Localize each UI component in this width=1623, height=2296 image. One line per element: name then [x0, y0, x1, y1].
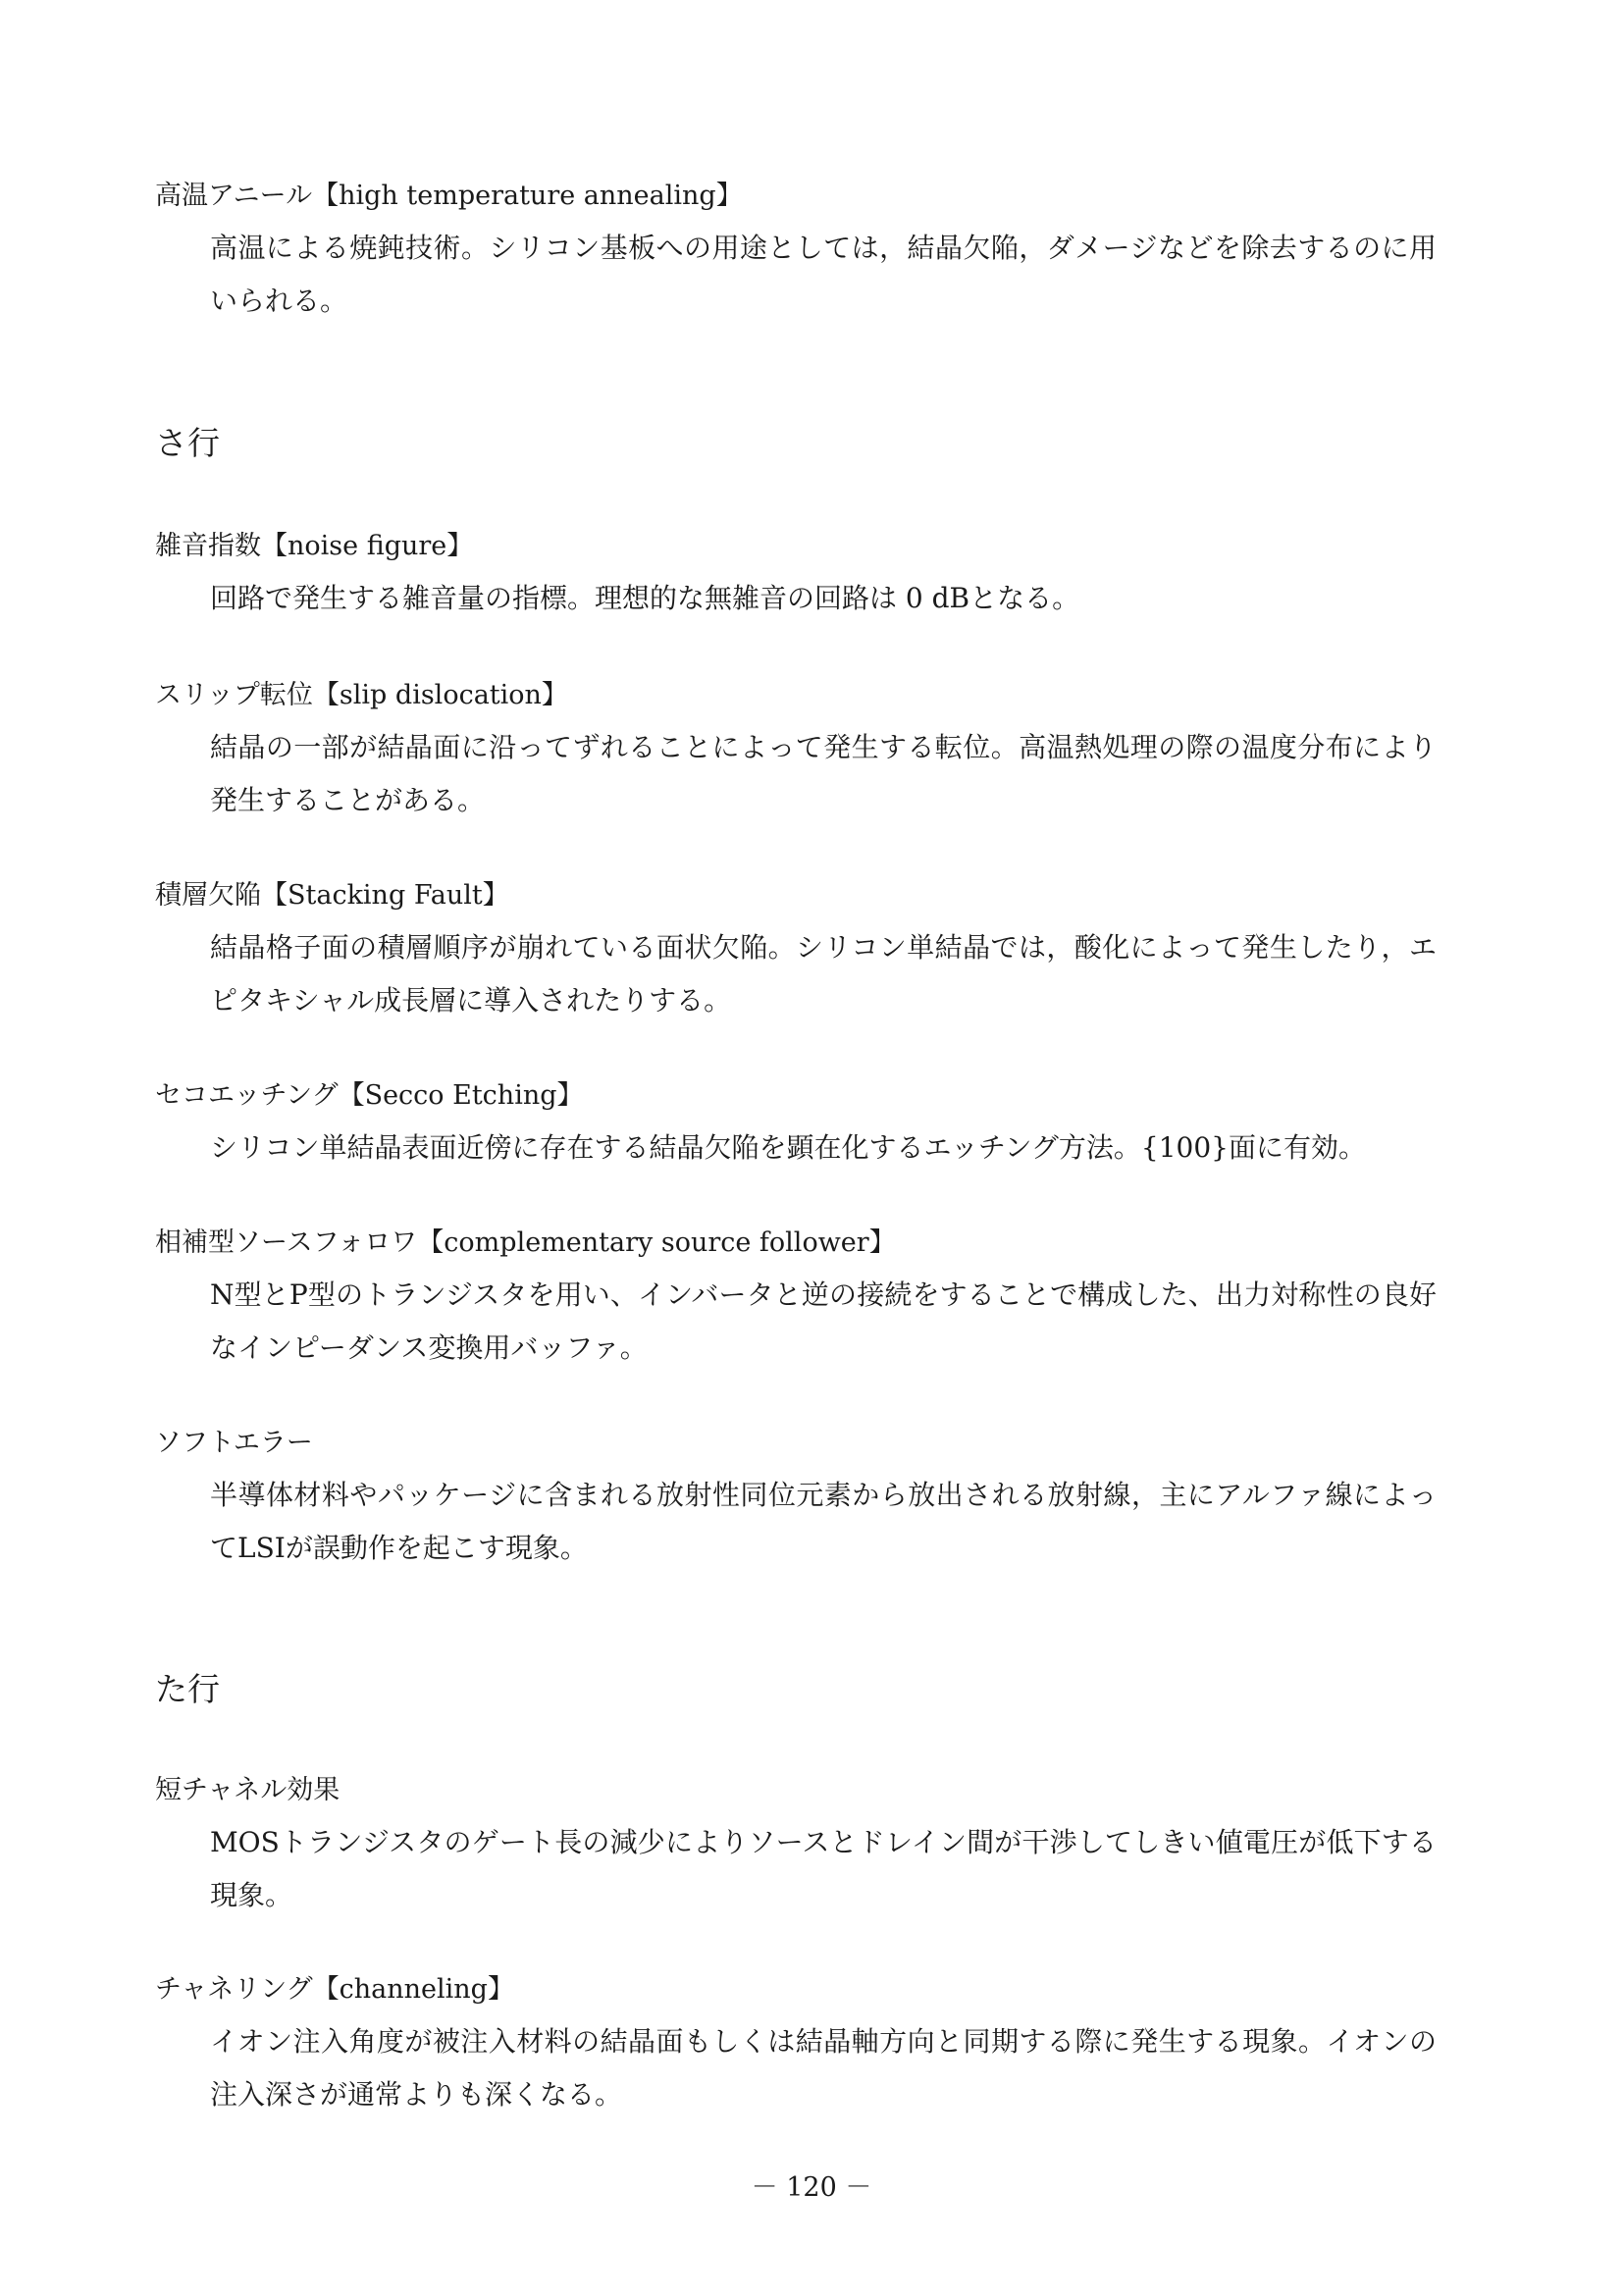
glossary-entry [155, 676, 1450, 827]
section-heading-sa: さ行 [155, 424, 220, 462]
entry-term: 積層欠陥【Stacking Fault】 [155, 880, 509, 911]
entry-term: 相補型ソースフォロワ【complementary source follower】 [155, 1227, 896, 1258]
glossary-entry [155, 1771, 1450, 1922]
entry-description: 回路で発生する雑音量の指標。理想的な無雑音の回路は 0 dBとなる。 [210, 582, 1080, 614]
section-heading-ta: た行 [155, 1670, 220, 1708]
entry-term: チャネリング【channeling】 [155, 1974, 514, 2005]
glossary-entry [155, 527, 1450, 625]
glossary-entry [155, 876, 1450, 1027]
entry-description: 結晶の一部が結晶面に沿ってずれることによって発生する転位。高温熱処理の際の温度分布により発生することがある。 [210, 731, 1437, 816]
entry-description: MOSトランジスタのゲート長の減少によりソースとドレイン間が干渉してしきい値電圧が低下する現象。 [210, 1826, 1437, 1911]
entry-term: 短チャネル効果 [155, 1775, 340, 1805]
glossary-entry [155, 1970, 1450, 2121]
glossary-entry [155, 177, 1450, 328]
glossary-entry [155, 1424, 1450, 1575]
entry-description: イオン注入角度が被注入材料の結晶面もしくは結晶軸方向と同期する際に発生する現象。イオンの注入深さが通常よりも深くなる。 [210, 2025, 1437, 2111]
glossary-entry [155, 1076, 1450, 1174]
page-number: － 120 － [751, 2172, 872, 2203]
glossary-entry [155, 1224, 1450, 1375]
entry-term: 高温アニール【high temperature annealing】 [155, 181, 743, 211]
entry-term: 雑音指数【noise figure】 [155, 531, 474, 561]
entry-term: セコエッチング【Secco Etching】 [155, 1080, 584, 1111]
entry-description: シリコン単結晶表面近傍に存在する結晶欠陥を顕在化するエッチング方法。{100}面に有効。 [210, 1131, 1366, 1164]
entry-description: N型とP型のトランジスタを用い、インバータと逆の接続をすることで構成した、出力対称性の良好なインピーダンス変換用バッファ。 [210, 1278, 1437, 1364]
entry-term: スリップ転位【slip dislocation】 [155, 680, 568, 710]
entry-description: 半導体材料やパッケージに含まれる放射性同位元素から放出される放射線，主にアルファ線によってLSIが誤動作を起こす現象。 [210, 1479, 1437, 1564]
entry-description: 結晶格子面の積層順序が崩れている面状欠陥。シリコン単結晶では，酸化によって発生したり，エピタキシャル成長層に導入されたりする。 [210, 931, 1437, 1017]
entry-term: ソフトエラー [155, 1428, 313, 1458]
entry-description: 高温による焼鈍技術。シリコン基板への用途としては，結晶欠陥，ダメージなどを除去するのに用いられる。 [210, 232, 1437, 317]
